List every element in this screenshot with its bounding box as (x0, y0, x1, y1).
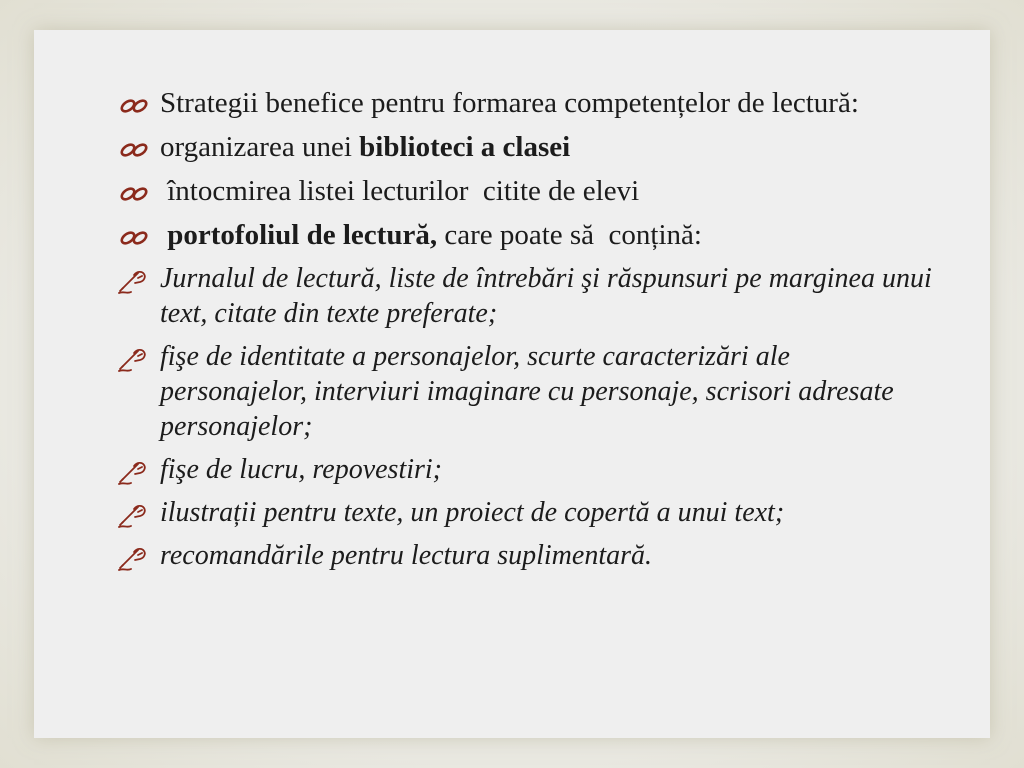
writing-hand-icon (116, 339, 156, 375)
list-item-text: Strategii benefice pentru formarea competențelor de lectură: (160, 87, 859, 119)
slide (34, 30, 990, 738)
writing-hand-icon (116, 495, 156, 531)
bullet-list (116, 85, 936, 581)
list-item-text: fişe de identitate a personajelor, scurte caracterizări ale personajelor, interviuri imaginare cu personaje, scrisori adresate personajelor; (160, 341, 894, 442)
chain-link-icon (116, 173, 156, 209)
list-item-text: ilustrații pentru texte, un proiect de copertă a unui text; (160, 497, 785, 528)
list-item (116, 261, 936, 331)
list-item-text: Jurnalul de lectură, liste de întrebări şi răspunsuri pe marginea unui text, citate din texte preferate; (160, 263, 932, 329)
chain-link-icon (116, 85, 156, 121)
list-item (116, 452, 936, 487)
list-item (116, 85, 936, 121)
list-item-text: organizarea unei (160, 131, 360, 163)
list-item (116, 495, 936, 530)
list-item-text: întocmirea listei lecturilor citite de elevi (160, 175, 640, 207)
list-item-text: care poate să conțină: (437, 219, 702, 251)
writing-hand-icon (116, 538, 156, 574)
list-item (116, 538, 936, 573)
chain-link-icon (116, 217, 156, 253)
list-item (116, 173, 936, 209)
chain-link-icon (116, 129, 156, 165)
writing-hand-icon (116, 261, 156, 297)
list-item (116, 129, 936, 165)
list-item-text: recomandările pentru lectura suplimentară. (160, 540, 653, 571)
writing-hand-icon (116, 452, 156, 488)
list-item-text: fişe de lucru, repovestiri; (160, 454, 443, 485)
list-item (116, 339, 936, 444)
list-item-bold-text: portofoliul de lectură, (160, 219, 438, 251)
list-item (116, 217, 936, 253)
list-item-bold-text: biblioteci a clasei (359, 131, 571, 163)
